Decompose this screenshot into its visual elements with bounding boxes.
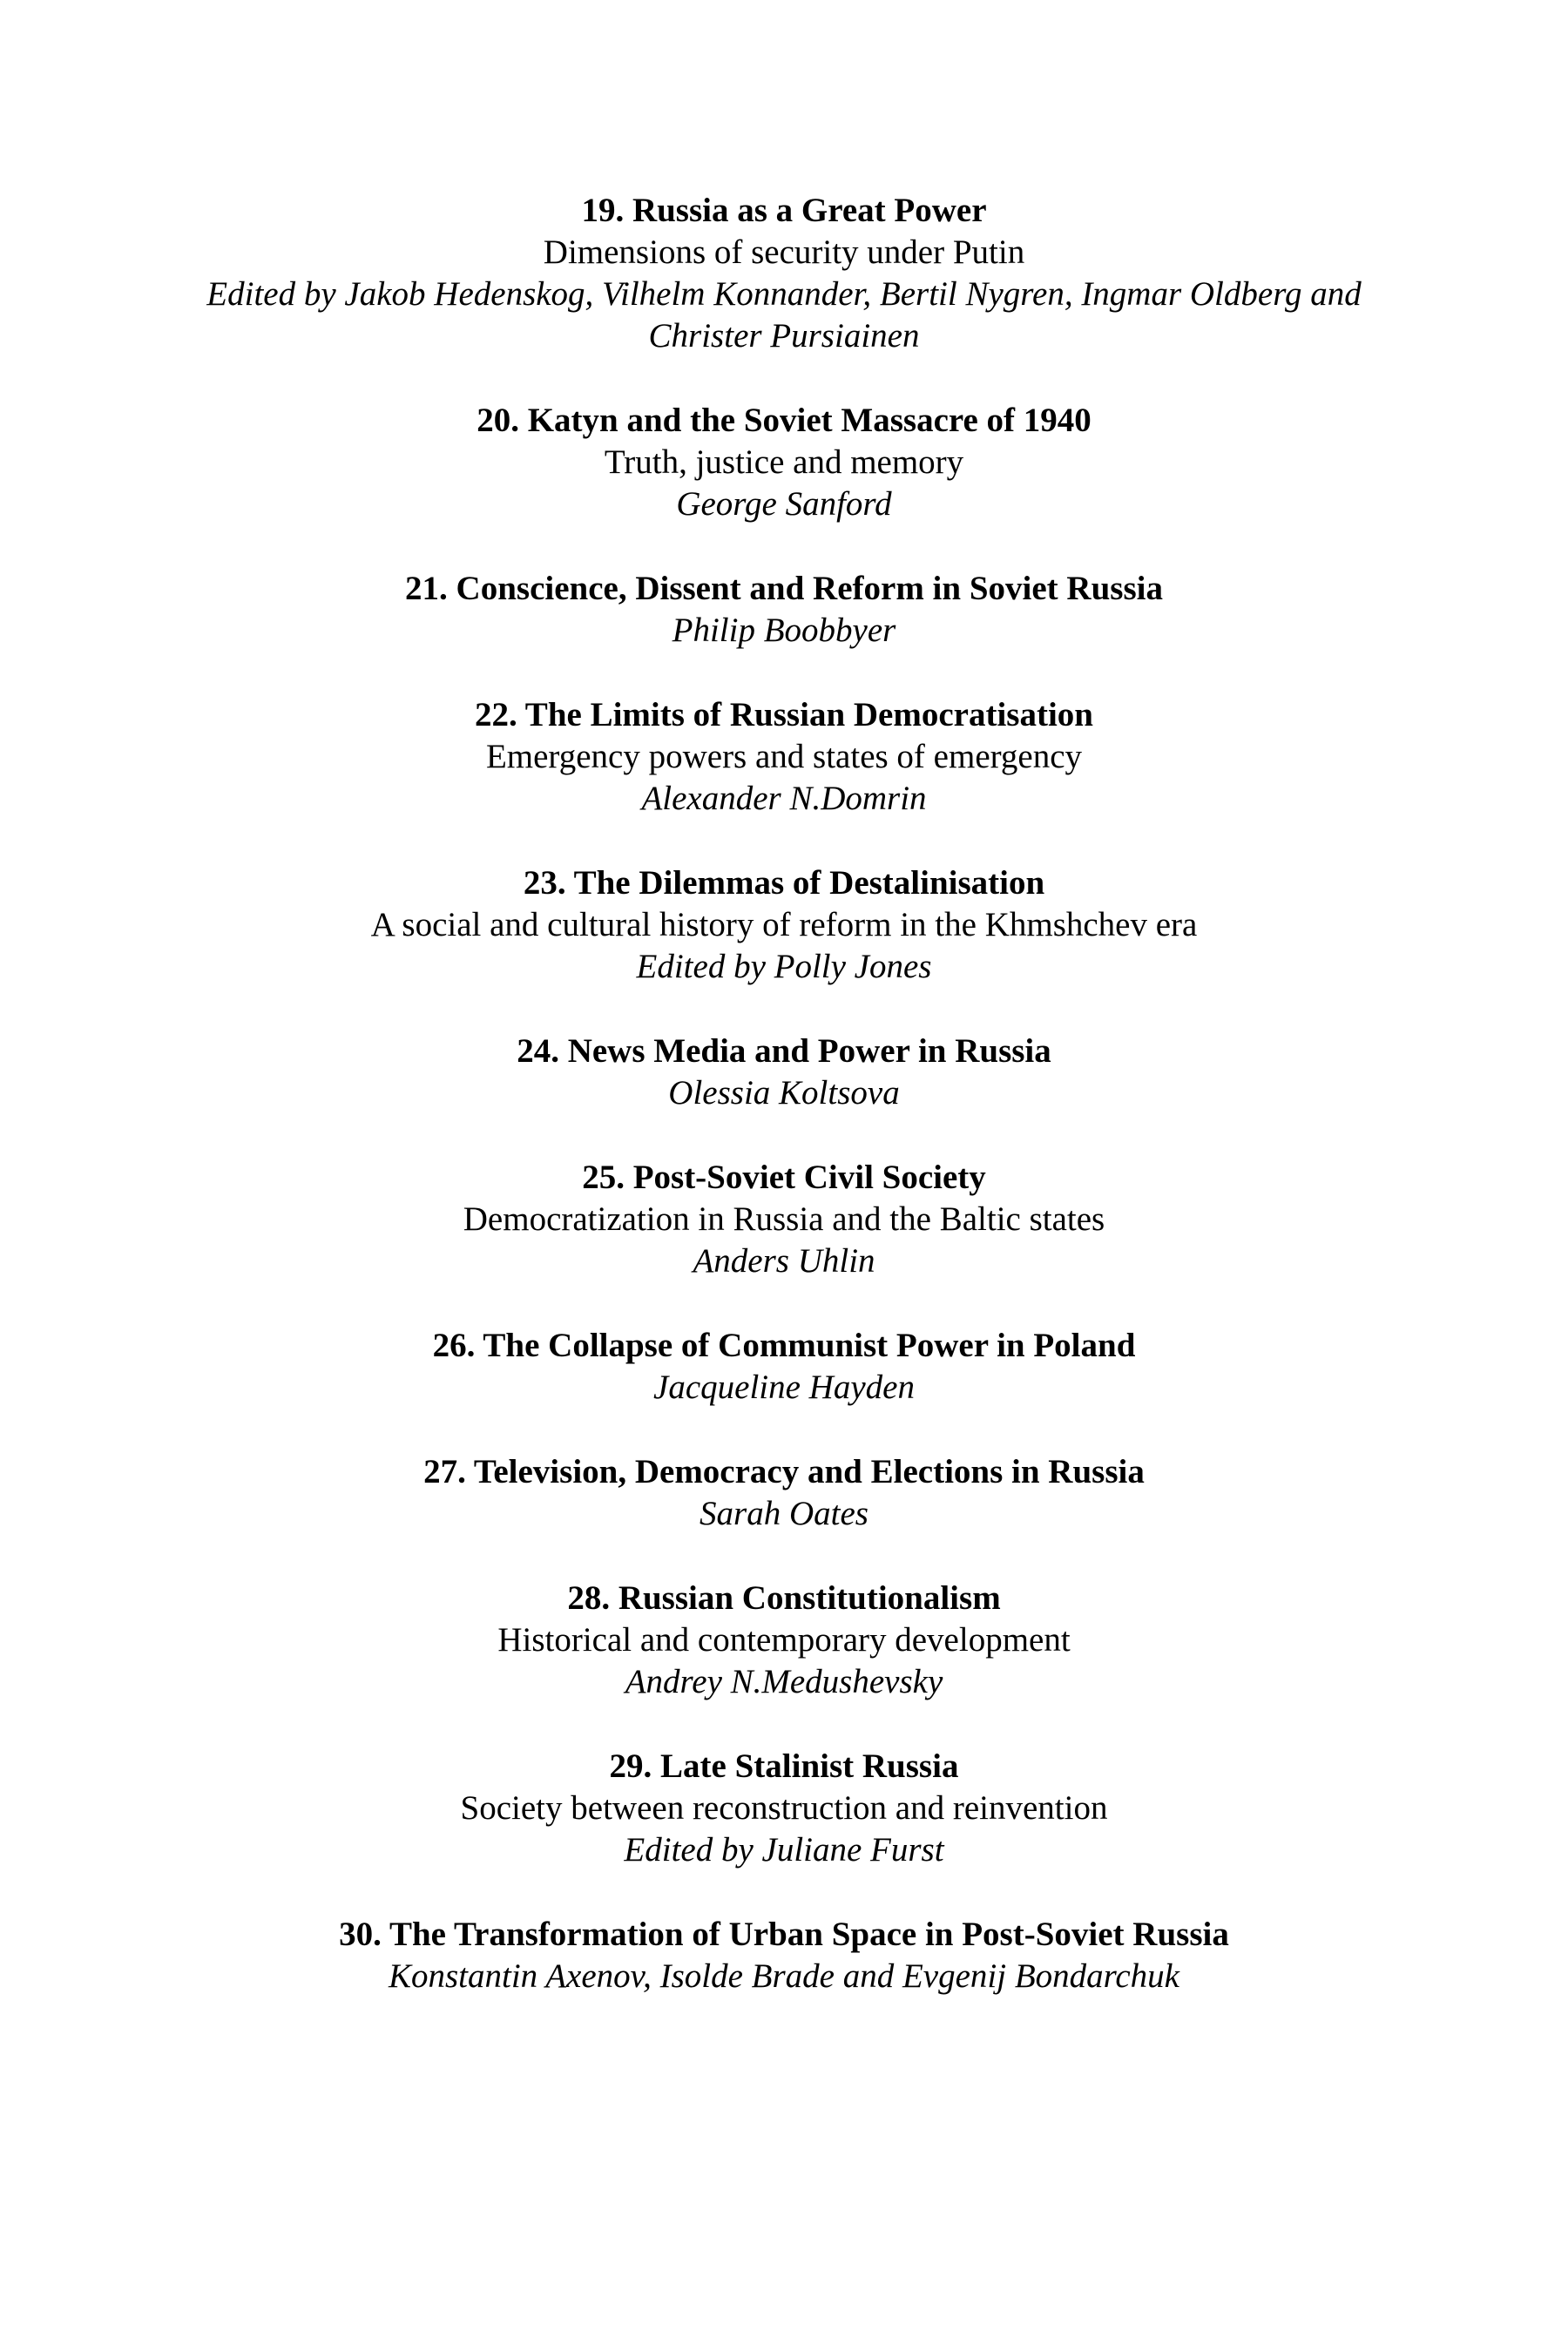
series-entry-22 <box>0 694 1568 820</box>
entry-author: Alexander N.Domrin <box>641 780 927 817</box>
entry-subtitle: Society between reconstruction and reinvention <box>460 1789 1108 1827</box>
series-list <box>0 190 1568 2040</box>
entry-title: 27. Television, Democracy and Elections in Russia <box>423 1453 1145 1490</box>
series-entry-21 <box>0 568 1568 652</box>
entry-author: Konstantin Axenov, Isolde Brade and Evgenij Bondarchuk <box>388 1957 1179 1995</box>
entry-title: 24. News Media and Power in Russia <box>517 1032 1051 1070</box>
entry-author: Sarah Oates <box>700 1495 868 1532</box>
series-entry-26 <box>0 1325 1568 1409</box>
entry-title: 19. Russia as a Great Power <box>581 192 987 229</box>
entry-author: George Sanford <box>676 485 892 523</box>
entry-author: Edited by Juliane Furst <box>624 1831 944 1869</box>
entry-title: 26. The Collapse of Communist Power in Poland <box>432 1327 1136 1364</box>
entry-subtitle: Truth, justice and memory <box>604 443 964 481</box>
series-entry-25 <box>0 1157 1568 1282</box>
entry-author: Jacqueline Hayden <box>653 1369 915 1406</box>
entry-title: 21. Conscience, Dissent and Reform in Soviet Russia <box>405 570 1163 607</box>
entry-author: Olessia Koltsova <box>668 1074 900 1112</box>
entry-subtitle: Emergency powers and states of emergency <box>485 738 1083 775</box>
entry-title: 23. The Dilemmas of Destalinisation <box>523 864 1045 902</box>
entry-title: 30. The Transformation of Urban Space in Post-Soviet Russia <box>339 1916 1229 1953</box>
entry-author: Andrey N.Medushevsky <box>625 1663 943 1700</box>
entry-author: Edited by Polly Jones <box>636 948 932 985</box>
entry-title: 29. Late Stalinist Russia <box>609 1747 959 1785</box>
entry-title: 22. The Limits of Russian Democratisation <box>475 696 1093 733</box>
series-entry-24 <box>0 1031 1568 1114</box>
series-entry-20 <box>0 400 1568 525</box>
entry-subtitle: Historical and contemporary development <box>497 1621 1071 1659</box>
entry-title: 28. Russian Constitutionalism <box>567 1579 1001 1617</box>
series-entry-19 <box>0 190 1568 357</box>
series-entry-29 <box>0 1746 1568 1871</box>
entry-subtitle: Democratization in Russia and the Baltic states <box>463 1200 1105 1238</box>
entry-title: 20. Katyn and the Soviet Massacre of 1940 <box>476 402 1092 439</box>
entry-subtitle: A social and cultural history of reform in the Khmshchev era <box>370 906 1198 943</box>
series-entry-30 <box>0 1914 1568 1997</box>
entry-author: Anders Uhlin <box>693 1242 875 1280</box>
entry-title: 25. Post-Soviet Civil Society <box>582 1159 986 1196</box>
entry-author: Edited by Jakob Hedenskog, Vilhelm Konnander, Bertil Nygren, Ingmar Oldberg and Christer Pursiainen <box>206 275 1362 355</box>
series-entry-23 <box>0 862 1568 988</box>
series-entry-27 <box>0 1451 1568 1535</box>
entry-subtitle: Dimensions of security under Putin <box>543 233 1025 271</box>
series-entry-28 <box>0 1578 1568 1703</box>
entry-author: Philip Boobbyer <box>672 612 896 649</box>
